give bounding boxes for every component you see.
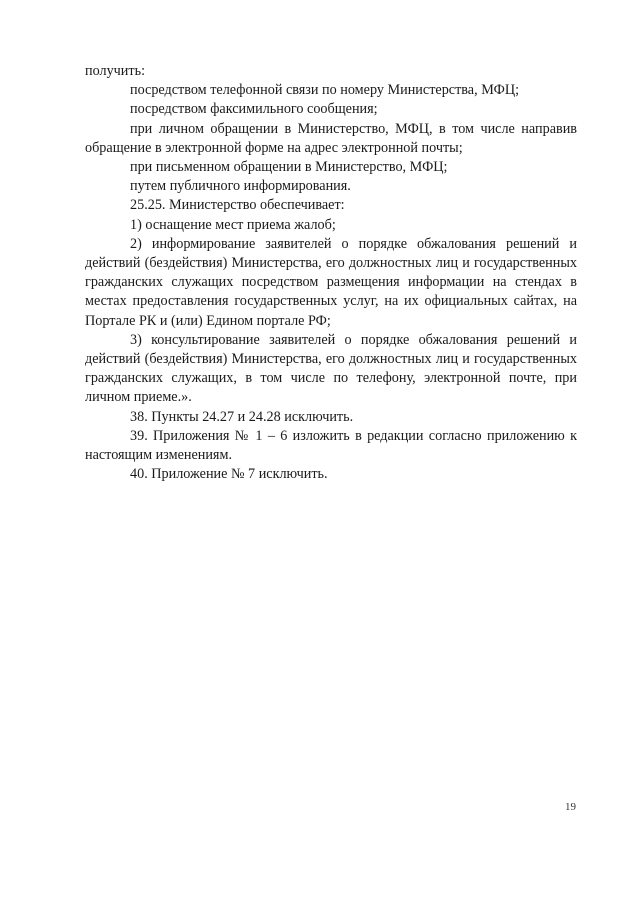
paragraph-phone: посредством телефонной связи по номеру Министерства, МФЦ; xyxy=(130,82,520,99)
document-body xyxy=(85,62,577,484)
paragraph-25-25: 25.25. Министерство обеспечивает: xyxy=(130,197,345,214)
page-number: 19 xyxy=(565,801,576,813)
paragraph-40: 40. Приложение № 7 исключить. xyxy=(130,466,328,483)
paragraph-item-3: 3) консультирование заявителей о порядке обжалования решений и действий (бездействия) Министерства, его должностных лиц и государственных гражданских служащих, в том числе по телефону, электронной почте, при личном приеме.». xyxy=(85,331,577,406)
paragraph-item-1: 1) оснащение мест приема жалоб; xyxy=(130,216,336,233)
paragraph-38: 38. Пункты 24.27 и 24.28 исключить. xyxy=(130,408,354,425)
paragraph-item-2: 2) информирование заявителей о порядке обжалования решений и действий (бездействия) Министерства, его должностных лиц и государственных гражданских служащих посредством размещения информации на стендах в местах предоставления государственных услуг, на их официальных сайтах, на Портале РК и (или) Едином портале РФ; xyxy=(85,235,577,329)
paragraph-public: путем публичного информирования. xyxy=(130,178,351,195)
paragraph-written: при письменном обращении в Министерство, МФЦ; xyxy=(130,159,448,176)
paragraph-39: 39. Приложения № 1 – 6 изложить в редакции согласно приложению к настоящим изменениям. xyxy=(85,427,577,464)
paragraph-intro: получить: xyxy=(85,63,146,79)
paragraph-fax: посредством факсимильного сообщения; xyxy=(130,101,378,118)
paragraph-personal: при личном обращении в Министерство, МФЦ, в том числе направив обращение в электронной форме на адрес электронной почты; xyxy=(85,120,577,156)
